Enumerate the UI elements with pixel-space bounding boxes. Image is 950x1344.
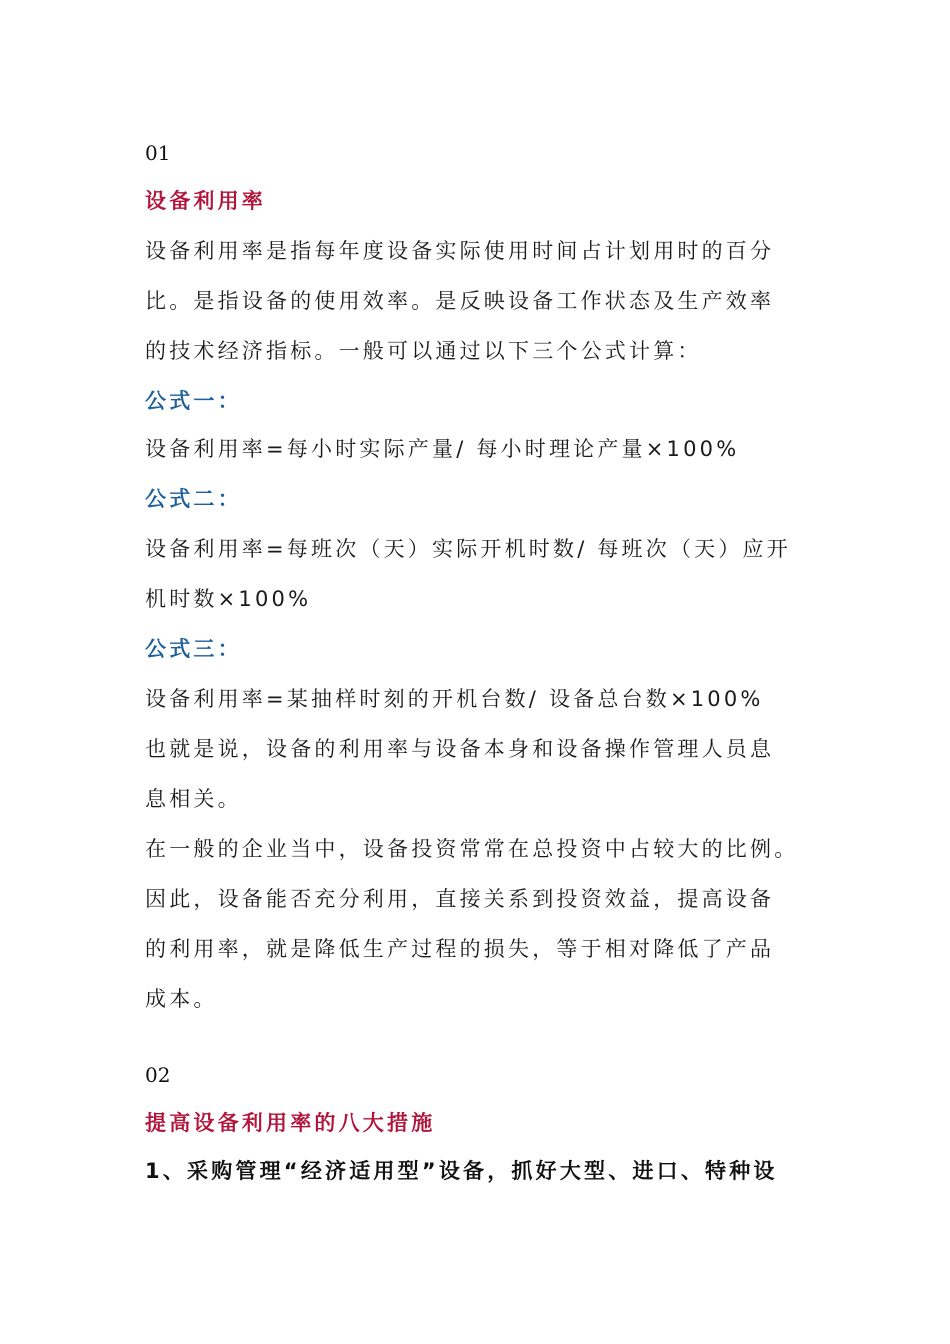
section-number-02: 02: [145, 1063, 171, 1087]
formula3-text: 设备利用率=某抽样时刻的开机台数/ 设备总台数×100%: [145, 687, 764, 711]
section-number-01: 01: [145, 141, 171, 165]
conclusion-line-4: 成本。: [145, 987, 218, 1011]
intro-line-3: 的技术经济指标。一般可以通过以下三个公式计算：: [145, 339, 702, 363]
formula1-text: 设备利用率=每小时实际产量/ 每小时理论产量×100%: [145, 437, 740, 461]
section-title-equipment-utilization: 设备利用率: [145, 189, 266, 213]
intro-line-1: 设备利用率是指每年度设备实际使用时间占计划用时的百分: [145, 239, 775, 263]
conclusion-line-1: 在一般的企业当中，设备投资常常在总投资中占较大的比例。: [145, 837, 799, 861]
formula1-label: 公式一：: [145, 389, 242, 413]
measure-item-1: 1、采购管理“经济适用型”设备，抓好大型、进口、特种设: [145, 1159, 778, 1183]
section-title-eight-measures: 提高设备利用率的八大措施: [145, 1111, 436, 1135]
intro-line-2: 比。是指设备的使用效率。是反映设备工作状态及生产效率: [145, 289, 775, 313]
formula2-text-line-2: 机时数×100%: [145, 587, 312, 611]
conclusion-line-2: 因此，设备能否充分利用，直接关系到投资效益，提高设备: [145, 887, 775, 911]
summary-line-2: 息相关。: [145, 787, 242, 811]
formula3-label: 公式三：: [145, 637, 242, 661]
conclusion-line-3: 的利用率，就是降低生产过程的损失，等于相对降低了产品: [145, 937, 775, 961]
formula2-label: 公式二：: [145, 487, 242, 511]
formula2-text-line-1: 设备利用率=每班次（天）实际开机时数/ 每班次（天）应开: [145, 537, 791, 561]
summary-line-1: 也就是说，设备的利用率与设备本身和设备操作管理人员息: [145, 737, 775, 761]
